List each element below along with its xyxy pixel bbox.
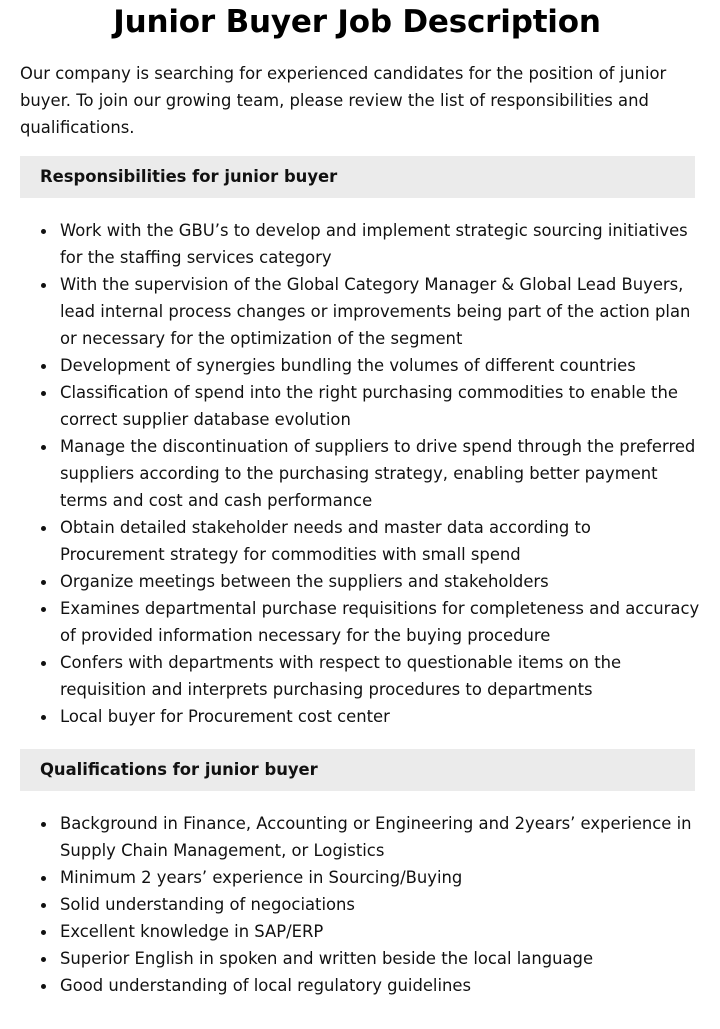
- qualifications-section-header: [20, 749, 695, 791]
- responsibility-item: Classification of spend into the right purchasing commodities to enable the correct supplier database evolution: [60, 379, 700, 433]
- responsibility-item: With the supervision of the Global Category Manager & Global Lead Buyers, lead internal process changes or improvements being part of the action plan or necessary for the optimization of the segment: [60, 271, 700, 352]
- qualifications-heading: Qualifications for junior buyer: [40, 760, 318, 779]
- qualification-item: Minimum 2 years’ experience in Sourcing/Buying: [60, 864, 700, 891]
- qualification-item: Solid understanding of negociations: [60, 891, 700, 918]
- responsibility-item: Work with the GBU’s to develop and implement strategic sourcing initiatives for the staffing services category: [60, 217, 700, 271]
- page-title: Junior Buyer Job Description: [113, 4, 601, 40]
- responsibility-item: Obtain detailed stakeholder needs and master data according to Procurement strategy for commodities with small spend: [60, 514, 700, 568]
- qualification-item: Background in Finance, Accounting or Engineering and 2years’ experience in Supply Chain Management, or Logistics: [60, 810, 700, 864]
- responsibilities-heading: Responsibilities for junior buyer: [40, 167, 338, 186]
- responsibility-item: Development of synergies bundling the volumes of different countries: [60, 352, 700, 379]
- responsibility-item: Local buyer for Procurement cost center: [60, 703, 700, 730]
- responsibility-item: Organize meetings between the suppliers and stakeholders: [60, 568, 700, 595]
- qualification-item: Superior English in spoken and written beside the local language: [60, 945, 700, 972]
- responsibility-item: Confers with departments with respect to questionable items on the requisition and interprets purchasing procedures to departments: [60, 649, 700, 703]
- responsibilities-section-header: [20, 156, 695, 198]
- qualifications-list: [20, 810, 700, 999]
- qualification-item: Excellent knowledge in SAP/ERP: [60, 918, 700, 945]
- responsibility-item: Manage the discontinuation of suppliers to drive spend through the preferred suppliers according to the purchasing strategy, enabling better payment terms and cost and cash performance: [60, 433, 700, 514]
- qualification-item: Good understanding of local regulatory guidelines: [60, 972, 700, 999]
- intro-paragraph: Our company is searching for experienced candidates for the position of junior buyer. To join our growing team, please review the list of responsibilities and qualifications.: [20, 64, 667, 137]
- responsibility-item: Examines departmental purchase requisitions for completeness and accuracy of provided information necessary for the buying procedure: [60, 595, 700, 649]
- responsibilities-list: [20, 217, 700, 730]
